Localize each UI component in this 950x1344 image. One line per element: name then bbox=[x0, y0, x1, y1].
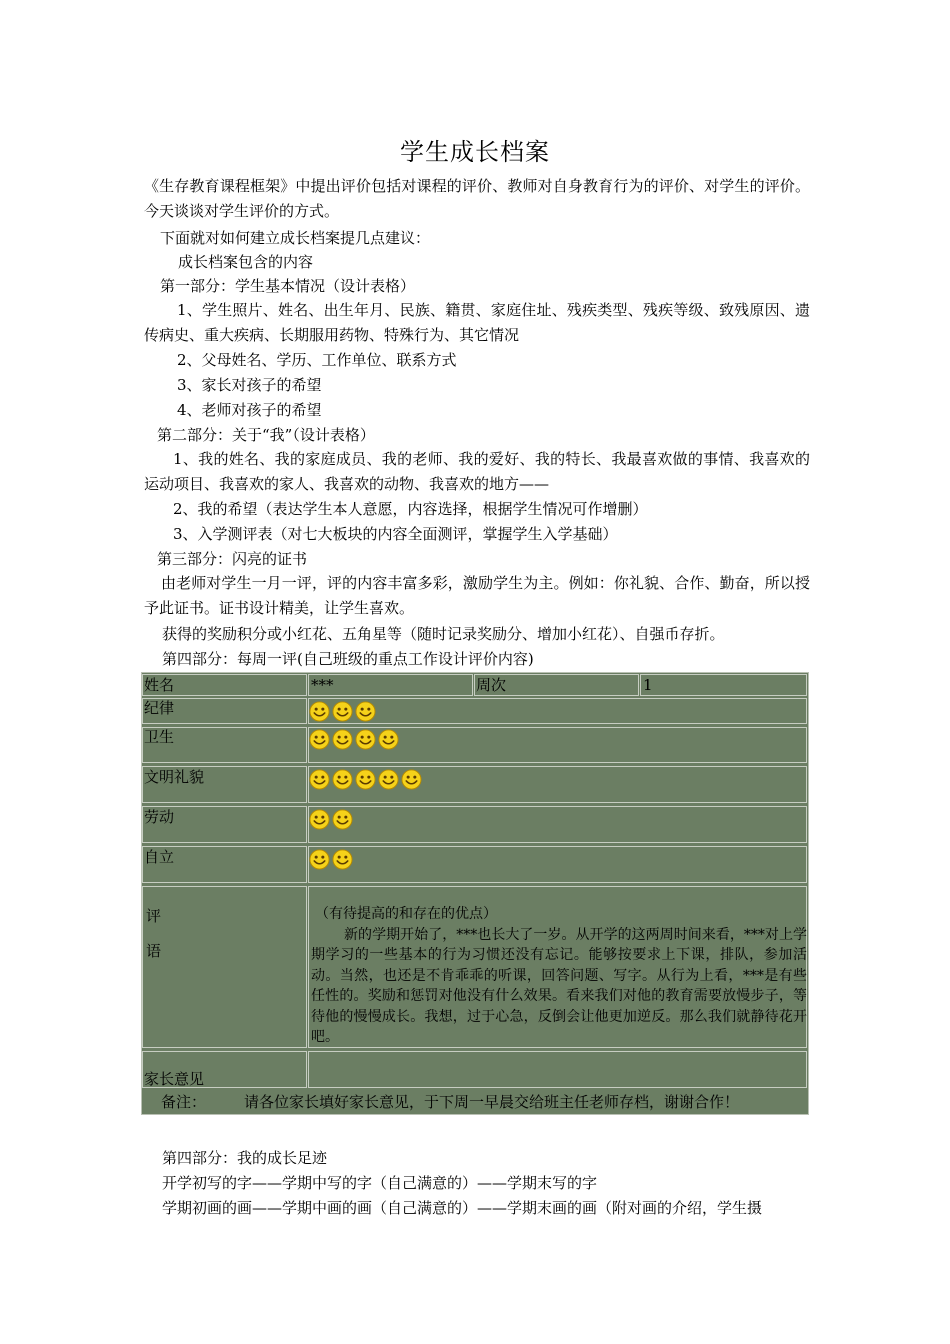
name-label: 姓名 bbox=[144, 676, 175, 694]
smiley-face-icon bbox=[401, 769, 422, 790]
rating-labor bbox=[309, 809, 355, 830]
note-label: 备注： bbox=[161, 1093, 207, 1111]
part3-item2: 获得的奖励积分或小红花、五角星等（随时记录奖励分、增加小红花）、自强币存折。 bbox=[162, 625, 725, 643]
row-label-self-reliance: 自立 bbox=[144, 848, 175, 866]
smiley-face-icon bbox=[355, 769, 376, 790]
part3-heading: 第三部分：闪亮的证书 bbox=[157, 550, 308, 568]
smiley-face-icon bbox=[355, 701, 376, 722]
intro-paragraph: 《生存教育课程框架》中提出评价包括对课程的评价、教师对自身教育行为的评价、对学生的评价。今天谈谈对学生评价的方式。 bbox=[144, 177, 810, 220]
table-row bbox=[308, 846, 807, 883]
rating-self-reliance bbox=[309, 849, 355, 870]
table-row bbox=[142, 886, 307, 1048]
smiley-face-icon bbox=[332, 701, 353, 722]
row-label-hygiene: 卫生 bbox=[144, 728, 175, 746]
part5-item2: 学期初画的画——学期中画的画（自己满意的）——学期末画的画（附对画的介绍，学生摄 bbox=[162, 1199, 763, 1217]
rating-discipline bbox=[309, 701, 378, 722]
name-value: *** bbox=[311, 676, 334, 694]
table-note bbox=[142, 1091, 808, 1113]
part2-item2: 2、我的希望（表达学生本人意愿，内容选择，根据学生情况可作增删） bbox=[173, 500, 648, 518]
content-heading: 成长档案包含的内容 bbox=[178, 253, 314, 271]
smiley-face-icon bbox=[309, 769, 330, 790]
comment-label-2: 语 bbox=[146, 942, 162, 960]
part3-item1: 由老师对学生一月一评，评的内容丰富多彩，激励学生为主。例如：你礼貌、合作、勤奋，所以授予此证书。证书设计精美，让学生喜欢。 bbox=[144, 574, 810, 617]
smiley-face-icon bbox=[332, 809, 353, 830]
comment-heading: （有待提高的和存在的优点） bbox=[315, 906, 497, 922]
smiley-face-icon bbox=[309, 701, 330, 722]
comment-body: 新的学期开始了，***也长大了一岁。从开学的这两周时间来看，***对上学期学习的一些基本的行为习惯还没有忘记。能够按要求上下课，排队，参加活动。当然，也还是不肯乖乖的听课，回答问题、写字。从行为上看，***是有些任性的。奖励和惩罚对他没有什么效果。看来我们对他的教育需要放慢步子，等待他的慢慢成长。我想，过于心急，反倒会让他更加逆反。那么我们就静待花开吧。 bbox=[311, 926, 807, 1045]
week-label: 周次 bbox=[476, 676, 507, 694]
row-label-manners: 文明礼貌 bbox=[144, 768, 205, 786]
row-label-labor: 劳动 bbox=[144, 808, 175, 826]
table-row bbox=[308, 1051, 807, 1088]
part1-item4: 4、老师对孩子的希望 bbox=[177, 401, 322, 419]
part1-item3: 3、家长对孩子的希望 bbox=[177, 376, 322, 394]
part5-heading: 第四部分：我的成长足迹 bbox=[162, 1149, 328, 1167]
advice-line: 下面就对如何建立成长档案提几点建议： bbox=[160, 229, 431, 247]
part2-item3: 3、入学测评表（对七大板块的内容全面测评，掌握学生入学基础） bbox=[173, 525, 618, 543]
smiley-face-icon bbox=[309, 849, 330, 870]
comment-label-1: 评 bbox=[146, 907, 162, 925]
smiley-face-icon bbox=[332, 729, 353, 750]
table-row bbox=[308, 698, 807, 724]
part5-item1: 开学初写的字——学期中写的字（自己满意的）——学期末写的字 bbox=[162, 1174, 598, 1192]
table-header-cell bbox=[640, 674, 807, 696]
part1-heading: 第一部分：学生基本情况（设计表格） bbox=[160, 277, 416, 295]
smiley-face-icon bbox=[309, 809, 330, 830]
parent-opinion-label: 家长意见 bbox=[144, 1070, 205, 1088]
week-value: 1 bbox=[643, 676, 653, 694]
part2-heading: 第二部分：关于“我”（设计表格） bbox=[157, 426, 375, 444]
part1-item2: 2、父母姓名、学历、工作单位、联系方式 bbox=[177, 351, 457, 369]
row-label-discipline: 纪律 bbox=[144, 699, 175, 717]
part2-item1: 1、我的姓名、我的家庭成员、我的老师、我的爱好、我的特长、我最喜欢做的事情、我喜欢的运动项目、我喜欢的家人、我喜欢的动物、我喜欢的地方—— bbox=[144, 450, 810, 493]
smiley-face-icon bbox=[355, 729, 376, 750]
note-text: 请各位家长填好家长意见，于下周一早晨交给班主任老师存档，谢谢合作！ bbox=[244, 1093, 740, 1111]
teacher-comment bbox=[311, 904, 807, 1048]
table-row bbox=[308, 806, 807, 843]
smiley-face-icon bbox=[378, 769, 399, 790]
smiley-face-icon bbox=[332, 849, 353, 870]
smiley-face-icon bbox=[378, 729, 399, 750]
smiley-face-icon bbox=[309, 729, 330, 750]
part1-item1: 1、学生照片、姓名、出生年月、民族、籍贯、家庭住址、残疾类型、残疾等级、致残原因、遗传病史、重大疾病、长期服用药物、特殊行为、其它情况 bbox=[144, 301, 810, 344]
page-title: 学生成长档案 bbox=[400, 138, 550, 166]
smiley-face-icon bbox=[332, 769, 353, 790]
rating-manners bbox=[309, 769, 424, 790]
rating-hygiene bbox=[309, 729, 401, 750]
part4-heading: 第四部分：每周一评(自己班级的重点工作设计评价内容) bbox=[162, 650, 534, 668]
